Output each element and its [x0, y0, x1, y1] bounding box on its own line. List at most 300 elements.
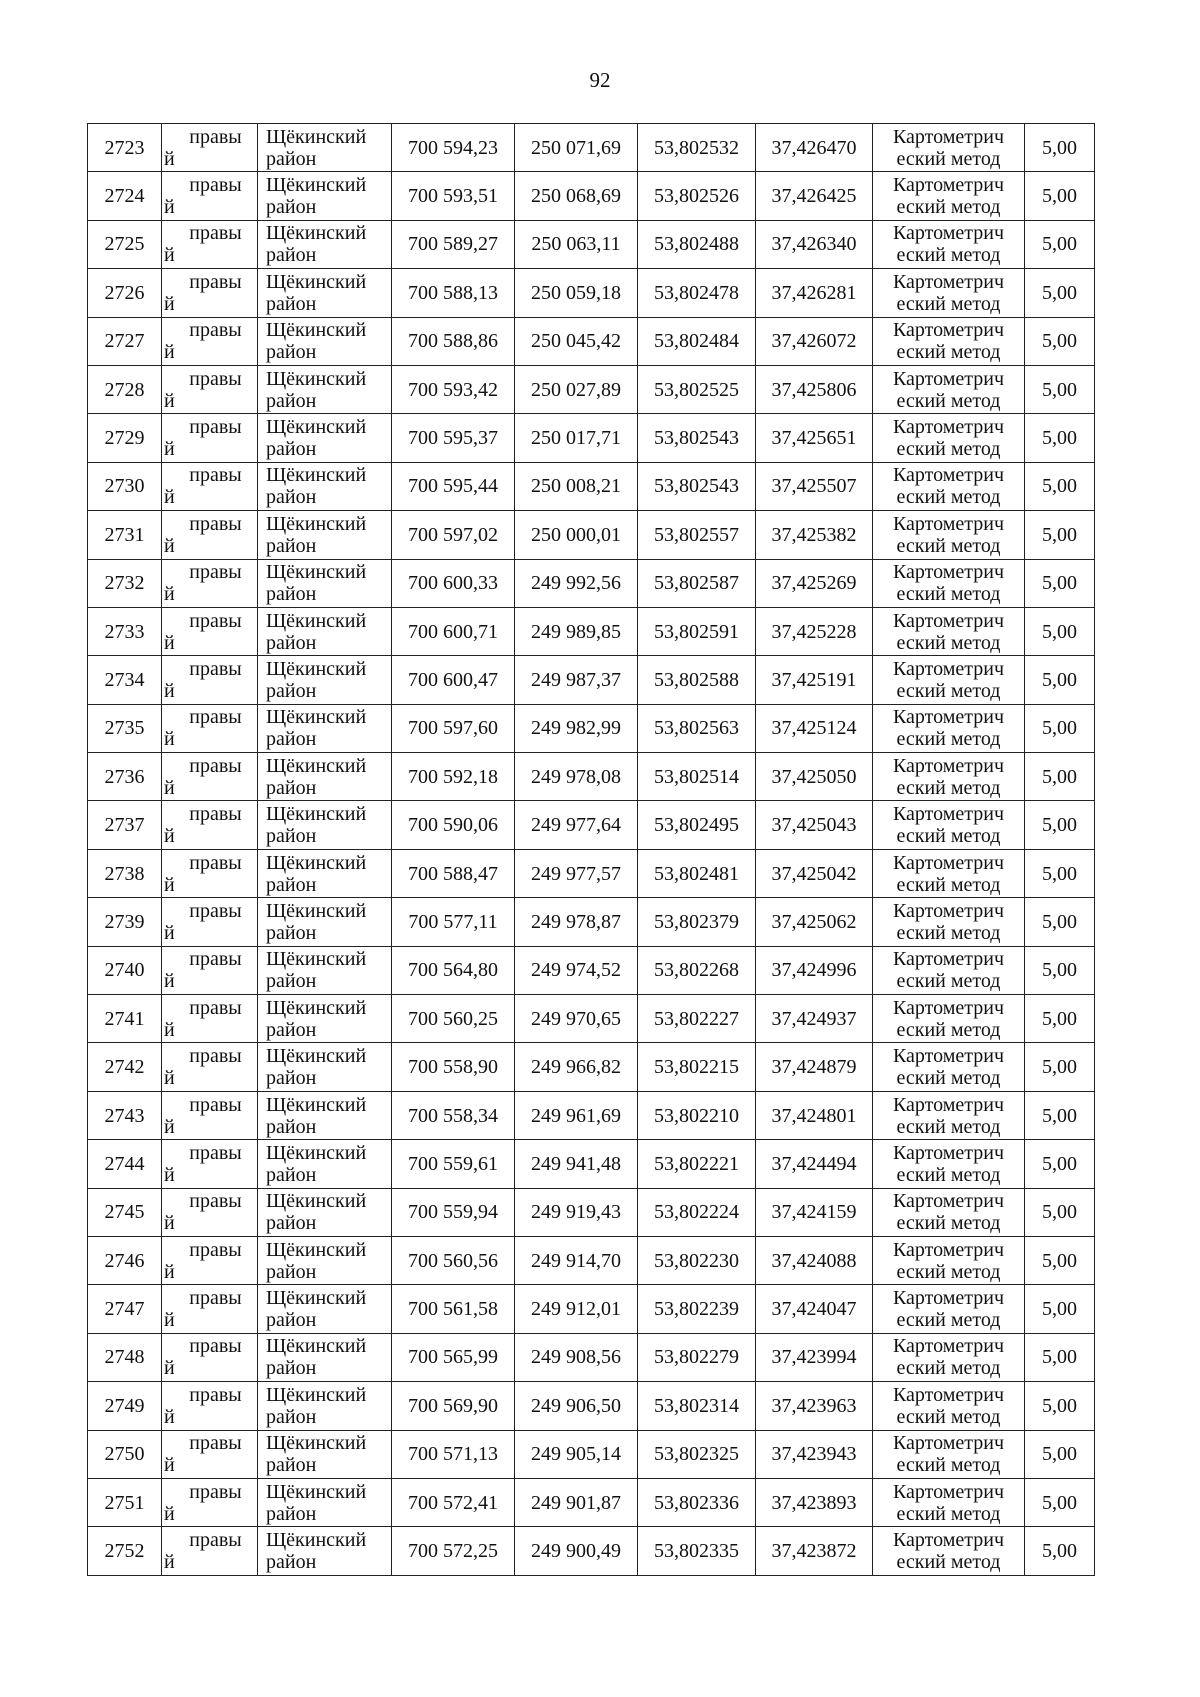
- y-coordinate-cell: 249 961,69: [515, 1091, 638, 1139]
- district-line-2: район: [266, 1357, 317, 1380]
- longitude-cell: 37,426072: [756, 317, 873, 365]
- district-line-1: Щёкинский: [266, 512, 367, 535]
- district-line-2: район: [266, 292, 317, 315]
- method-line-2: еский метод: [896, 1018, 1001, 1041]
- bank-side-line-1: правы: [189, 1432, 242, 1455]
- district-cell: [258, 1188, 392, 1236]
- bank-side-cell: [162, 559, 258, 607]
- accuracy-cell: 5,00: [1025, 1236, 1095, 1284]
- district-line-1: Щёкинский: [266, 1093, 367, 1116]
- method-line-2: еский метод: [896, 1454, 1001, 1477]
- bank-side-line-2: й: [164, 438, 175, 461]
- method-line-1: Картометрич: [892, 512, 1005, 535]
- bank-side-line-1: правы: [189, 1383, 242, 1406]
- accuracy-cell: 5,00: [1025, 607, 1095, 655]
- point-number-cell: 2741: [88, 995, 162, 1043]
- point-number-cell: 2749: [88, 1382, 162, 1430]
- district-line-1: Щёкинский: [266, 803, 367, 826]
- district-line-1: Щёкинский: [266, 1045, 367, 1068]
- method-line-2: еский метод: [896, 679, 1001, 702]
- y-coordinate-cell: 250 000,01: [515, 511, 638, 559]
- bank-side-line-1: правы: [189, 803, 242, 826]
- district-cell: [258, 1333, 392, 1381]
- district-line-1: Щёкинский: [266, 609, 367, 632]
- y-coordinate-cell: 249 978,08: [515, 753, 638, 801]
- x-coordinate-cell: 700 565,99: [392, 1333, 515, 1381]
- point-number-cell: 2740: [88, 946, 162, 994]
- district-line-1: Щёкинский: [266, 754, 367, 777]
- method-cell: [873, 414, 1025, 462]
- method-line-2: еский метод: [896, 1260, 1001, 1283]
- bank-side-cell: [162, 172, 258, 220]
- method-line-1: Картометрич: [892, 464, 1005, 487]
- longitude-cell: 37,425228: [756, 607, 873, 655]
- longitude-cell: 37,425050: [756, 753, 873, 801]
- point-number-cell: 2748: [88, 1333, 162, 1381]
- method-line-1: Картометрич: [892, 1045, 1005, 1068]
- method-line-1: Картометрич: [892, 609, 1005, 632]
- longitude-cell: 37,424047: [756, 1285, 873, 1333]
- point-number-cell: 2731: [88, 511, 162, 559]
- longitude-cell: 37,425042: [756, 849, 873, 897]
- method-line-1: Картометрич: [892, 1190, 1005, 1213]
- y-coordinate-cell: 249 906,50: [515, 1382, 638, 1430]
- bank-side-cell: [162, 1478, 258, 1526]
- latitude-cell: 53,802591: [638, 607, 756, 655]
- bank-side-line-1: правы: [189, 416, 242, 439]
- point-number-cell: 2735: [88, 704, 162, 752]
- district-cell: [258, 1140, 392, 1188]
- x-coordinate-cell: 700 572,25: [392, 1527, 515, 1575]
- district-cell: [258, 269, 392, 317]
- point-number-cell: 2745: [88, 1188, 162, 1236]
- bank-side-line-2: й: [164, 1018, 175, 1041]
- y-coordinate-cell: 250 059,18: [515, 269, 638, 317]
- bank-side-line-1: правы: [189, 1238, 242, 1261]
- bank-side-line-2: й: [164, 873, 175, 896]
- method-line-1: Картометрич: [892, 657, 1005, 680]
- district-cell: [258, 1478, 392, 1526]
- method-line-2: еский метод: [896, 583, 1001, 606]
- point-number-cell: 2746: [88, 1236, 162, 1284]
- bank-side-line-2: й: [164, 1357, 175, 1380]
- bank-side-line-2: й: [164, 631, 175, 654]
- district-line-2: район: [266, 1212, 317, 1235]
- district-cell: [258, 220, 392, 268]
- accuracy-cell: 5,00: [1025, 511, 1095, 559]
- latitude-cell: 53,802335: [638, 1527, 756, 1575]
- bank-side-line-2: й: [164, 1212, 175, 1235]
- coordinates-table: [87, 123, 1095, 1576]
- longitude-cell: 37,424088: [756, 1236, 873, 1284]
- method-line-2: еский метод: [896, 389, 1001, 412]
- district-line-1: Щёкинский: [266, 1432, 367, 1455]
- district-line-1: Щёкинский: [266, 1383, 367, 1406]
- bank-side-line-1: правы: [189, 706, 242, 729]
- table-row: [88, 1140, 1095, 1188]
- method-cell: [873, 995, 1025, 1043]
- bank-side-line-2: й: [164, 534, 175, 557]
- longitude-cell: 37,424494: [756, 1140, 873, 1188]
- point-number-cell: 2726: [88, 269, 162, 317]
- method-cell: [873, 753, 1025, 801]
- bank-side-line-2: й: [164, 1309, 175, 1332]
- method-cell: [873, 317, 1025, 365]
- x-coordinate-cell: 700 593,51: [392, 172, 515, 220]
- bank-side-line-1: правы: [189, 948, 242, 971]
- district-line-2: район: [266, 244, 317, 267]
- method-line-2: еский метод: [896, 873, 1001, 896]
- district-cell: [258, 462, 392, 510]
- district-line-2: район: [266, 534, 317, 557]
- bank-side-line-2: й: [164, 341, 175, 364]
- district-line-2: район: [266, 1454, 317, 1477]
- bank-side-line-2: й: [164, 825, 175, 848]
- district-cell: [258, 317, 392, 365]
- district-cell: [258, 1043, 392, 1091]
- y-coordinate-cell: 250 027,89: [515, 365, 638, 413]
- method-line-1: Картометрич: [892, 1480, 1005, 1503]
- table-row: [88, 1188, 1095, 1236]
- y-coordinate-cell: 249 919,43: [515, 1188, 638, 1236]
- longitude-cell: 37,424937: [756, 995, 873, 1043]
- table-body: [88, 124, 1095, 1576]
- point-number-cell: 2744: [88, 1140, 162, 1188]
- district-cell: [258, 946, 392, 994]
- y-coordinate-cell: 249 914,70: [515, 1236, 638, 1284]
- district-cell: [258, 414, 392, 462]
- latitude-cell: 53,802525: [638, 365, 756, 413]
- method-cell: [873, 269, 1025, 317]
- district-line-1: Щёкинский: [266, 174, 367, 197]
- longitude-cell: 37,425191: [756, 656, 873, 704]
- bank-side-line-1: правы: [189, 1093, 242, 1116]
- accuracy-cell: 5,00: [1025, 1478, 1095, 1526]
- latitude-cell: 53,802526: [638, 172, 756, 220]
- accuracy-cell: 5,00: [1025, 124, 1095, 172]
- y-coordinate-cell: 249 977,64: [515, 801, 638, 849]
- table-row: [88, 220, 1095, 268]
- latitude-cell: 53,802587: [638, 559, 756, 607]
- bank-side-cell: [162, 995, 258, 1043]
- method-line-2: еский метод: [896, 825, 1001, 848]
- method-cell: [873, 172, 1025, 220]
- point-number-cell: 2752: [88, 1527, 162, 1575]
- district-cell: [258, 1430, 392, 1478]
- accuracy-cell: 5,00: [1025, 317, 1095, 365]
- bank-side-cell: [162, 1333, 258, 1381]
- method-line-1: Картометрич: [892, 1141, 1005, 1164]
- latitude-cell: 53,802543: [638, 414, 756, 462]
- district-line-2: район: [266, 1309, 317, 1332]
- method-line-1: Картометрич: [892, 561, 1005, 584]
- x-coordinate-cell: 700 569,90: [392, 1382, 515, 1430]
- bank-side-line-2: й: [164, 776, 175, 799]
- district-line-1: Щёкинский: [266, 948, 367, 971]
- accuracy-cell: 5,00: [1025, 656, 1095, 704]
- x-coordinate-cell: 700 572,41: [392, 1478, 515, 1526]
- table-row: [88, 1333, 1095, 1381]
- bank-side-line-1: правы: [189, 464, 242, 487]
- district-line-2: район: [266, 921, 317, 944]
- bank-side-line-1: правы: [189, 1141, 242, 1164]
- bank-side-cell: [162, 414, 258, 462]
- longitude-cell: 37,425124: [756, 704, 873, 752]
- page-number: 92: [589, 68, 611, 92]
- latitude-cell: 53,802215: [638, 1043, 756, 1091]
- district-line-1: Щёкинский: [266, 851, 367, 874]
- method-line-1: Картометрич: [892, 1093, 1005, 1116]
- bank-side-line-2: й: [164, 1502, 175, 1525]
- district-line-2: район: [266, 1163, 317, 1186]
- table-row: [88, 849, 1095, 897]
- method-line-1: Картометрич: [892, 1287, 1005, 1310]
- accuracy-cell: 5,00: [1025, 269, 1095, 317]
- bank-side-line-2: й: [164, 921, 175, 944]
- method-line-2: еский метод: [896, 1115, 1001, 1138]
- bank-side-line-1: правы: [189, 561, 242, 584]
- bank-side-line-2: й: [164, 1163, 175, 1186]
- bank-side-cell: [162, 1382, 258, 1430]
- y-coordinate-cell: 249 974,52: [515, 946, 638, 994]
- table-row: [88, 269, 1095, 317]
- longitude-cell: 37,426281: [756, 269, 873, 317]
- table-row: [88, 1478, 1095, 1526]
- x-coordinate-cell: 700 588,13: [392, 269, 515, 317]
- table-row: [88, 801, 1095, 849]
- x-coordinate-cell: 700 588,47: [392, 849, 515, 897]
- district-line-2: район: [266, 825, 317, 848]
- bank-side-line-1: правы: [189, 270, 242, 293]
- district-line-2: район: [266, 1067, 317, 1090]
- latitude-cell: 53,802588: [638, 656, 756, 704]
- method-cell: [873, 1043, 1025, 1091]
- table-row: [88, 704, 1095, 752]
- method-line-2: еский метод: [896, 1502, 1001, 1525]
- bank-side-cell: [162, 1043, 258, 1091]
- y-coordinate-cell: 250 045,42: [515, 317, 638, 365]
- bank-side-line-1: правы: [189, 512, 242, 535]
- district-cell: [258, 1382, 392, 1430]
- method-line-1: Картометрич: [892, 1432, 1005, 1455]
- table-row: [88, 1285, 1095, 1333]
- point-number-cell: 2728: [88, 365, 162, 413]
- district-line-2: район: [266, 970, 317, 993]
- point-number-cell: 2743: [88, 1091, 162, 1139]
- method-cell: [873, 1527, 1025, 1575]
- bank-side-line-1: правы: [189, 851, 242, 874]
- method-line-1: Картометрич: [892, 803, 1005, 826]
- method-line-2: еский метод: [896, 921, 1001, 944]
- y-coordinate-cell: 249 977,57: [515, 849, 638, 897]
- method-cell: [873, 1382, 1025, 1430]
- longitude-cell: 37,425062: [756, 898, 873, 946]
- district-line-2: район: [266, 873, 317, 896]
- bank-side-cell: [162, 1140, 258, 1188]
- bank-side-line-1: правы: [189, 367, 242, 390]
- method-line-1: Картометрич: [892, 1238, 1005, 1261]
- district-line-1: Щёкинский: [266, 319, 367, 342]
- point-number-cell: 2739: [88, 898, 162, 946]
- method-cell: [873, 220, 1025, 268]
- table-row: [88, 946, 1095, 994]
- bank-side-line-1: правы: [189, 609, 242, 632]
- latitude-cell: 53,802210: [638, 1091, 756, 1139]
- district-cell: [258, 1091, 392, 1139]
- method-line-1: Картометрич: [892, 1335, 1005, 1358]
- district-line-1: Щёкинский: [266, 1141, 367, 1164]
- district-cell: [258, 172, 392, 220]
- method-line-2: еский метод: [896, 438, 1001, 461]
- latitude-cell: 53,802336: [638, 1478, 756, 1526]
- latitude-cell: 53,802532: [638, 124, 756, 172]
- bank-side-cell: [162, 801, 258, 849]
- method-line-1: Картометрич: [892, 270, 1005, 293]
- district-line-2: район: [266, 147, 317, 170]
- district-line-2: район: [266, 438, 317, 461]
- point-number-cell: 2723: [88, 124, 162, 172]
- district-line-1: Щёкинский: [266, 899, 367, 922]
- latitude-cell: 53,802379: [638, 898, 756, 946]
- accuracy-cell: 5,00: [1025, 1527, 1095, 1575]
- table-row: [88, 1043, 1095, 1091]
- latitude-cell: 53,802563: [638, 704, 756, 752]
- method-line-1: Картометрич: [892, 125, 1005, 148]
- bank-side-line-1: правы: [189, 1190, 242, 1213]
- method-cell: [873, 1140, 1025, 1188]
- accuracy-cell: 5,00: [1025, 801, 1095, 849]
- district-line-1: Щёкинский: [266, 1238, 367, 1261]
- latitude-cell: 53,802488: [638, 220, 756, 268]
- district-cell: [258, 365, 392, 413]
- district-line-1: Щёкинский: [266, 1335, 367, 1358]
- point-number-cell: 2742: [88, 1043, 162, 1091]
- point-number-cell: 2747: [88, 1285, 162, 1333]
- district-line-1: Щёкинский: [266, 416, 367, 439]
- method-line-2: еский метод: [896, 486, 1001, 509]
- method-cell: [873, 704, 1025, 752]
- bank-side-cell: [162, 607, 258, 655]
- bank-side-line-2: й: [164, 1260, 175, 1283]
- method-line-2: еский метод: [896, 1551, 1001, 1574]
- table-row: [88, 607, 1095, 655]
- table-row: [88, 559, 1095, 607]
- district-line-1: Щёкинский: [266, 1287, 367, 1310]
- accuracy-cell: 5,00: [1025, 559, 1095, 607]
- district-line-1: Щёкинский: [266, 222, 367, 245]
- bank-side-cell: [162, 220, 258, 268]
- bank-side-cell: [162, 1188, 258, 1236]
- bank-side-cell: [162, 1285, 258, 1333]
- bank-side-line-2: й: [164, 196, 175, 219]
- point-number-cell: 2751: [88, 1478, 162, 1526]
- latitude-cell: 53,802230: [638, 1236, 756, 1284]
- district-line-2: район: [266, 776, 317, 799]
- table-row: [88, 1236, 1095, 1284]
- method-cell: [873, 462, 1025, 510]
- bank-side-cell: [162, 946, 258, 994]
- accuracy-cell: 5,00: [1025, 1188, 1095, 1236]
- bank-side-line-2: й: [164, 1067, 175, 1090]
- x-coordinate-cell: 700 589,27: [392, 220, 515, 268]
- table-row: [88, 414, 1095, 462]
- bank-side-line-2: й: [164, 1115, 175, 1138]
- bank-side-cell: [162, 1236, 258, 1284]
- method-line-2: еский метод: [896, 631, 1001, 654]
- x-coordinate-cell: 700 597,60: [392, 704, 515, 752]
- district-line-1: Щёкинский: [266, 367, 367, 390]
- y-coordinate-cell: 250 068,69: [515, 172, 638, 220]
- method-line-2: еский метод: [896, 196, 1001, 219]
- district-cell: [258, 559, 392, 607]
- x-coordinate-cell: 700 595,37: [392, 414, 515, 462]
- accuracy-cell: 5,00: [1025, 898, 1095, 946]
- accuracy-cell: 5,00: [1025, 1140, 1095, 1188]
- x-coordinate-cell: 700 560,56: [392, 1236, 515, 1284]
- accuracy-cell: 5,00: [1025, 849, 1095, 897]
- district-cell: [258, 1285, 392, 1333]
- longitude-cell: 37,424801: [756, 1091, 873, 1139]
- district-line-1: Щёкинский: [266, 561, 367, 584]
- accuracy-cell: 5,00: [1025, 753, 1095, 801]
- method-cell: [873, 946, 1025, 994]
- table-row: [88, 124, 1095, 172]
- x-coordinate-cell: 700 590,06: [392, 801, 515, 849]
- accuracy-cell: 5,00: [1025, 462, 1095, 510]
- y-coordinate-cell: 249 970,65: [515, 995, 638, 1043]
- district-line-2: район: [266, 679, 317, 702]
- district-cell: [258, 607, 392, 655]
- latitude-cell: 53,802557: [638, 511, 756, 559]
- district-line-2: район: [266, 486, 317, 509]
- table-row: [88, 511, 1095, 559]
- latitude-cell: 53,802224: [638, 1188, 756, 1236]
- x-coordinate-cell: 700 564,80: [392, 946, 515, 994]
- longitude-cell: 37,423872: [756, 1527, 873, 1575]
- bank-side-line-1: правы: [189, 1480, 242, 1503]
- bank-side-line-2: й: [164, 486, 175, 509]
- latitude-cell: 53,802279: [638, 1333, 756, 1381]
- method-line-1: Картометрич: [892, 996, 1005, 1019]
- method-line-2: еский метод: [896, 728, 1001, 751]
- district-line-1: Щёкинский: [266, 125, 367, 148]
- method-line-2: еский метод: [896, 1067, 1001, 1090]
- longitude-cell: 37,424879: [756, 1043, 873, 1091]
- method-line-2: еский метод: [896, 776, 1001, 799]
- method-cell: [873, 1430, 1025, 1478]
- longitude-cell: 37,425382: [756, 511, 873, 559]
- accuracy-cell: 5,00: [1025, 1430, 1095, 1478]
- longitude-cell: 37,423994: [756, 1333, 873, 1381]
- district-cell: [258, 656, 392, 704]
- y-coordinate-cell: 249 900,49: [515, 1527, 638, 1575]
- x-coordinate-cell: 700 559,94: [392, 1188, 515, 1236]
- bank-side-line-1: правы: [189, 996, 242, 1019]
- longitude-cell: 37,423893: [756, 1478, 873, 1526]
- point-number-cell: 2724: [88, 172, 162, 220]
- y-coordinate-cell: 249 941,48: [515, 1140, 638, 1188]
- longitude-cell: 37,425806: [756, 365, 873, 413]
- y-coordinate-cell: 249 912,01: [515, 1285, 638, 1333]
- method-cell: [873, 898, 1025, 946]
- y-coordinate-cell: 249 905,14: [515, 1430, 638, 1478]
- point-number-cell: 2733: [88, 607, 162, 655]
- point-number-cell: 2727: [88, 317, 162, 365]
- latitude-cell: 53,802495: [638, 801, 756, 849]
- longitude-cell: 37,426470: [756, 124, 873, 172]
- bank-side-line-1: правы: [189, 1529, 242, 1552]
- table-row: [88, 462, 1095, 510]
